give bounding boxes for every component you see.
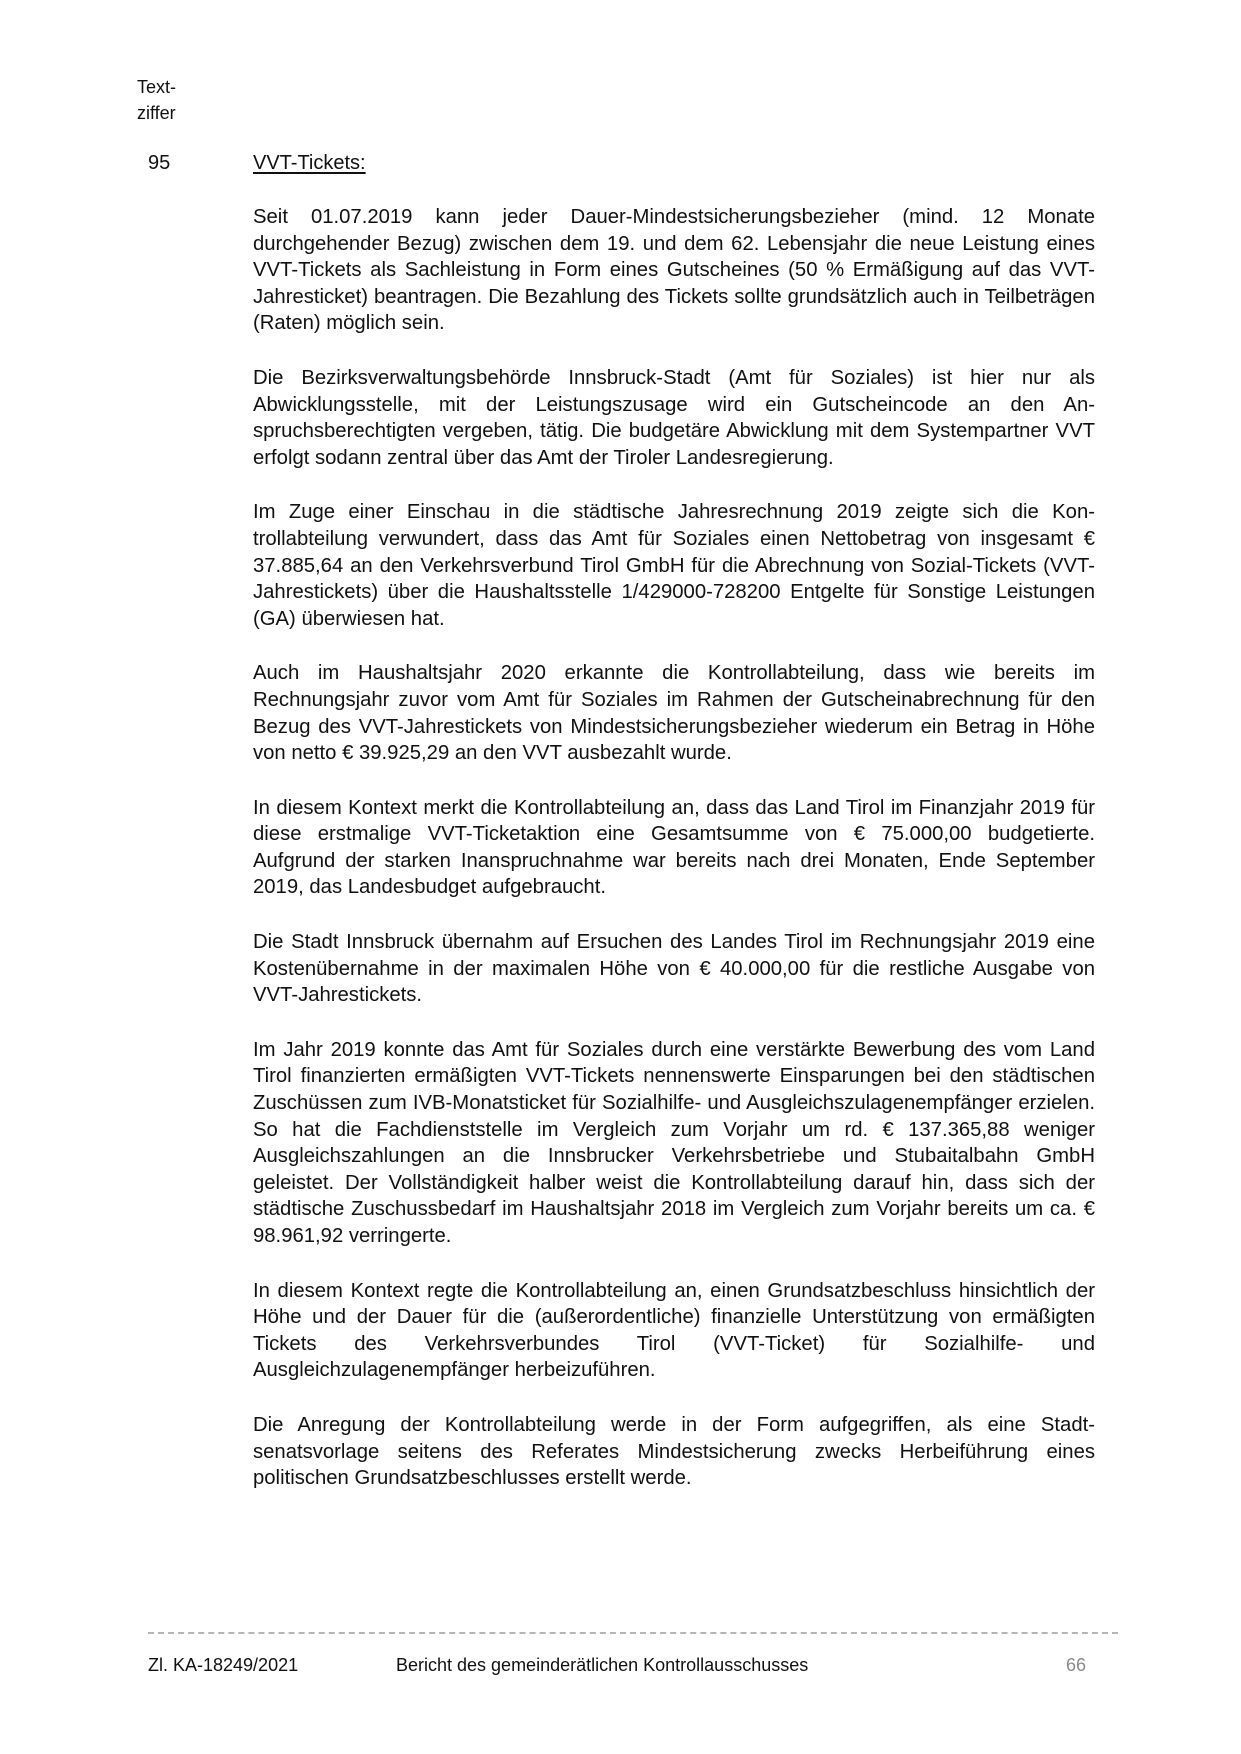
footer-title: Bericht des gemeinderätlichen Kontrollausschusses [396,1655,809,1675]
margin-label-textziffer [137,74,176,126]
paragraph: Auch im Haushaltsjahr 2020 erkannte die Kontrollabteilung, dass wie bereits im Rechnungsjahr zuvor vom Amt für Soziales im Rahmen der Gutscheinabrechnung für den Bezug des VVT-Jahrestickets von Mindestsicherungsbezieher wiederum ein Betrag in Höhe von netto € 39.925,29 an den VVT ausbezahlt wurde. [253,662,1095,765]
body-text [253,204,1095,1520]
paragraph: Die Anregung der Kontrollabteilung werde in der Form aufgegriffen, als eine Stadtsenatsvorlage seitens des Referates Mindestsicherung zwecks Herbeiführung eines politischen Grundsatzbeschlusses erstellt werde. [253,1413,1095,1490]
section-number: 95 [148,152,171,174]
page-number: 66 [1066,1655,1087,1675]
paragraph: In diesem Kontext regte die Kontrollabteilung an, einen Grundsatzbeschluss hinsichtlich der Höhe und der Dauer für die (außerordentliche) finanzielle Unterstützung von ermäßigten Tickets des Verkehrsverbundes Tirol (VVT-Ticket) für Sozialhilfe- und Ausgleichzulagenempfänger herbeizuführen. [253,1279,1095,1382]
section-heading: VVT-Tickets: [253,152,366,174]
margin-label-line-2: ziffer [137,103,176,123]
footer-divider [148,1632,1118,1634]
paragraph: In diesem Kontext merkt die Kontrollabteilung an, dass das Land Tirol im Finanzjahr 2019 für diese erstmalige VVT-Ticketaktion eine Gesamtsumme von € 75.000,00 budgetierte. Aufgrund der starken Inanspruchnahme war bereits nach drei Monaten, Ende September 2019, das Landesbudget aufgebraucht. [253,796,1095,899]
paragraph: Seit 01.07.2019 kann jeder Dauer-Mindestsicherungsbezieher (mind. 12 Monate durchgehender Bezug) zwischen dem 19. und dem 62. Lebensjahr die neue Leistung eines VVT-Tickets als Sachleistung in Form eines Gutscheines (50 % Ermäßigung auf das VVT-Jahresticket) beantragen. Die Bezahlung des Tickets sollte grundsätzlich auch in Teilbeträgen (Raten) möglich sein. [253,206,1095,335]
paragraph: Im Jahr 2019 konnte das Amt für Soziales durch eine verstärkte Bewerbung des vom Land Tirol finanzierten ermäßigten VVT-Tickets nennenswerte Einsparungen bei den städtischen Zuschüssen zum IVB-Monatsticket für Sozialhilfe- und Ausgleichszulagenempfänger erzielen. So hat die Fachdienststelle im Vergleich zum Vorjahr um rd. € 137.365,88 weniger Ausgleichszahlungen an die Innsbrucker Verkehrsbetriebe und Stubaitalbahn GmbH geleistet. Der Vollständigkeit halber weist die Kontrollabteilung darauf hin, dass sich der städtische Zuschussbedarf im Haushaltsjahr 2018 im Vergleich zum Vorjahr bereits um ca. € 98.961,92 verringerte. [253,1038,1095,1247]
margin-label-line-1: Text- [137,77,177,97]
footer-reference: Zl. KA-18249/2021 [148,1655,299,1675]
paragraph: Die Bezirksverwaltungsbehörde Innsbruck-Stadt (Amt für Soziales) ist hier nur als Abwicklungsstelle, mit der Leistungszusage wird ein Gutscheincode an den Anspruchsberechtigten vergeben, tätig. Die budgetäre Abwicklung mit dem Systempartner VVT erfolgt sodann zentral über das Amt der Tiroler Landesregierung. [253,366,1095,469]
paragraph: Im Zuge einer Einschau in die städtische Jahresrechnung 2019 zeigte sich die Kontrollabteilung verwundert, dass das Amt für Soziales einen Nettobetrag von insgesamt € 37.885,64 an den Verkehrsverbund Tirol GmbH für die Abrechnung von Sozial-Tickets (VVT-Jahrestickets) über die Haushaltsstelle 1/429000-728200 Entgelte für Sonstige Leistungen (GA) überwiesen hat. [253,501,1095,630]
paragraph: Die Stadt Innsbruck übernahm auf Ersuchen des Landes Tirol im Rechnungsjahr 2019 eine Kostenübernahme in der maximalen Höhe von € 40.000,00 für die restliche Ausgabe von VVT-Jahrestickets. [253,931,1095,1007]
